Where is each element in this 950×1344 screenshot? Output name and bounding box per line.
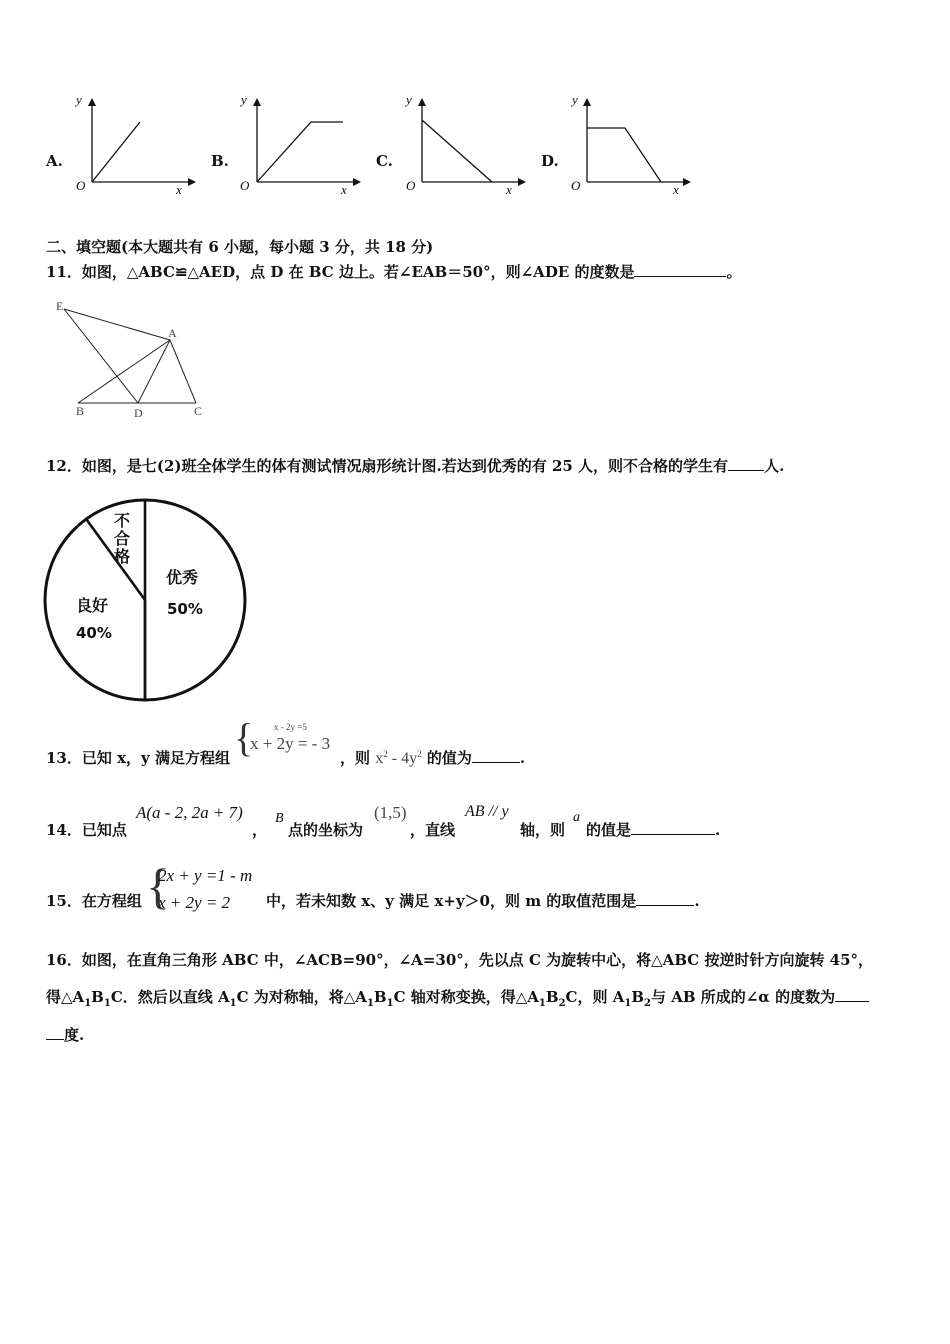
figure-label-d: D [134, 406, 143, 420]
question-13-prefix: 13．已知 x，y 满足方程组 [46, 749, 230, 767]
subscript: 1 [386, 998, 394, 1009]
q14-coord: (1,5) [374, 803, 407, 822]
q14-end: . [715, 821, 721, 839]
q13-equation-1: x - 2y =5 [274, 722, 307, 732]
q16-text: C 轴对称变换，得△A [393, 988, 539, 1006]
pie-label-fail-char: 不 [114, 511, 131, 530]
figure-label-c: C [194, 404, 203, 418]
option-c-y: y [406, 92, 412, 107]
q16-text: B [545, 988, 559, 1006]
section-heading: 二、填空题(本大题共有 6 小题，每小题 3 分，共 18 分) [46, 238, 434, 256]
option-d-origin: O [571, 178, 581, 193]
q14-point-b: B [275, 811, 284, 826]
subscript: 1 [538, 998, 546, 1009]
question-11 [46, 261, 742, 282]
q14-var: a [573, 810, 580, 825]
q13-end: . [519, 749, 526, 767]
answer-blank [472, 750, 520, 763]
q13-exp-1: 2 [383, 749, 388, 759]
question-12 [46, 455, 784, 476]
pie-label-fail [114, 512, 132, 566]
q13-expr-x: x [375, 750, 384, 767]
question-14-prefix: 14．已知点 [46, 821, 127, 839]
equation-brace: { [234, 715, 254, 760]
q13-expr-y: - 4y [387, 750, 418, 767]
subscript: 2 [558, 998, 566, 1009]
option-graphs [40, 90, 700, 205]
q15-equation-2: x + 2y = 2 [158, 893, 231, 912]
question-16-line-1: 16．如图，在直角三角形 ABC 中，∠ACB=90°，∠A=30°，先以点 C 为旋转中心，将△ABC 按逆时针方向旋转 45°， [46, 951, 874, 969]
option-b-x: x [341, 182, 347, 197]
q14-text-5: 的值是 [586, 821, 632, 839]
option-b-y: y [241, 92, 247, 107]
question-15-prefix: 15．在方程组 [46, 892, 142, 910]
q15-suffix: 中，若未知数 x、y 满足 x+y＞0，则 m 的取值范围是 [266, 892, 637, 910]
pie-label-fail-char: 合 [114, 529, 131, 548]
q16-text: C，则 A [565, 988, 625, 1006]
question-12-text: 12．如图，是七(2)班全体学生的体有测试情况扇形统计图.若达到优秀的有 25 人，则不合格的学生有 [46, 457, 729, 475]
q16-text: B [91, 988, 104, 1006]
q16-text: B [373, 988, 387, 1006]
q15-equation-1: 2x + y =1 - m [158, 866, 253, 885]
q13-middle: ，则 [340, 749, 371, 767]
q13-suffix: 的值为 [426, 749, 472, 767]
answer-blank [835, 989, 869, 1002]
q16-text: C．然后以直线 A [110, 988, 230, 1006]
pie-label-good: 良好 [76, 596, 109, 615]
option-a-origin: O [76, 178, 86, 193]
answer-blank [631, 822, 715, 835]
question-16-line-2 [46, 986, 869, 1009]
answer-blank [636, 893, 694, 906]
q14-text-2: 点的坐标为 [288, 821, 364, 839]
pie-chart [40, 495, 250, 705]
pie-pct-good: 40% [76, 624, 112, 642]
question-11-text: 11．如图，△ABC≌△AED，点 D 在 BC 边上。若∠EAB＝50°，则∠ADE 的度数是 [46, 263, 635, 281]
figure-label-e: E [56, 299, 64, 313]
subscript: 1 [624, 998, 632, 1009]
option-a-x: x [176, 182, 182, 197]
question-14-tail [586, 819, 720, 840]
q13-equation-2: x + 2y = - 3 [250, 734, 331, 753]
option-c-origin: O [406, 178, 416, 193]
option-c-x: x [506, 182, 512, 197]
q14-point-a: A(a - 2, 2a + 7) [136, 803, 243, 822]
q14-text-4: 轴，则 [520, 821, 566, 839]
q16-text: C 为对称轴，将△A [236, 988, 367, 1006]
q14-line: AB // y [465, 803, 509, 820]
answer-blank [46, 1027, 64, 1040]
subscript: 1 [229, 998, 237, 1009]
q16-text: 与 AB 所成的∠α 的度数为 [650, 988, 836, 1006]
q13-exp-2: 2 [417, 749, 422, 759]
question-16-line-3 [46, 1024, 84, 1045]
subscript: 1 [366, 998, 374, 1009]
q15-end: . [694, 892, 700, 910]
answer-blank [728, 458, 764, 471]
question-13-rest [340, 747, 525, 768]
q16-text: B [631, 988, 644, 1006]
figure-label-b: B [76, 404, 85, 418]
answer-blank [634, 264, 726, 277]
option-a-y: y [76, 92, 82, 107]
pie-label-fail-char: 格 [114, 547, 131, 566]
pie-label-excellent: 优秀 [166, 568, 199, 587]
q14-sep: ， [252, 821, 268, 839]
subscript: 1 [103, 998, 111, 1009]
q16-text: 得△A [46, 988, 85, 1006]
pie-pct-excellent: 50% [167, 600, 203, 618]
figure-label-a: A [168, 326, 177, 340]
subscript: 1 [84, 998, 92, 1009]
option-c-label: C. [376, 152, 393, 170]
option-b-origin: O [240, 178, 250, 193]
option-d-label: D. [541, 152, 559, 170]
option-d-y: y [572, 92, 578, 107]
q16-line-3: 度. [64, 1026, 85, 1044]
question-15-rest [266, 890, 700, 911]
option-d-x: x [673, 182, 679, 197]
question-12-end: 人. [764, 457, 785, 475]
subscript: 2 [644, 998, 651, 1009]
option-a-label: A. [46, 152, 63, 170]
q14-text-3: ，直线 [410, 821, 456, 839]
equation-brace: { [146, 858, 170, 914]
question-11-end: 。 [726, 263, 742, 281]
option-b-label: B. [211, 152, 229, 170]
